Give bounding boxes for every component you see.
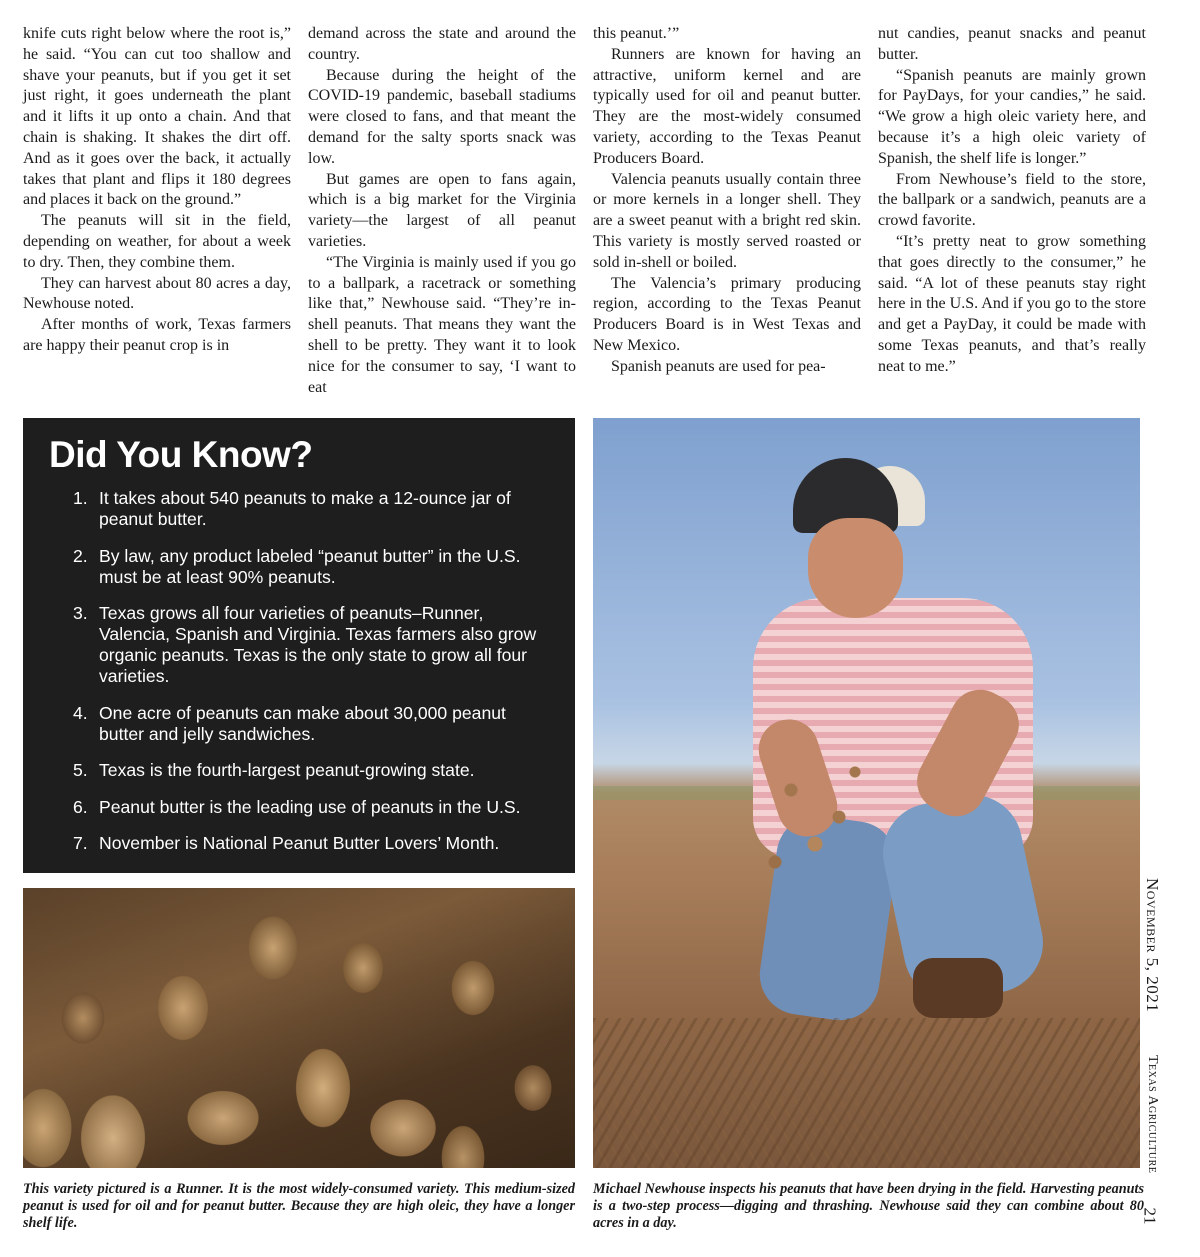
photo-caption-right: Michael Newhouse inspects his peanuts that have been drying in the field. Harvesting peanuts is a two-step process—digging and thrashing. Newhouse said they can combine about 80 acres in a day. (593, 1181, 1144, 1231)
paragraph: But games are open to fans again, which is a big market for the Virginia variety—the largest of all peanut varieties. (308, 170, 576, 250)
photo-field-debris (593, 1018, 1140, 1168)
fact-number: 1. (73, 488, 88, 508)
paragraph: The Valencia’s primary producing region, according to the Texas Peanut Producers Board is in West Texas and New Mexico. (593, 274, 861, 354)
paragraph: this peanut.’” (593, 25, 680, 42)
article-column-4 (878, 24, 1146, 378)
paragraph: After months of work, Texas farmers are happy their peanut crop is in (23, 316, 291, 354)
fact-item (73, 833, 553, 854)
did-you-know-box (23, 418, 575, 873)
magazine-name: Texas Agriculture (1145, 1055, 1160, 1174)
facts-list (73, 488, 553, 870)
article-column-2 (308, 24, 576, 398)
paragraph: “The Virginia is mainly used if you go to a ballpark, a racetrack or something like that,” Newhouse said. “They’re in-shell peanuts. That means they want the shell to be pretty. They want it to look nice for the consumer to say, ‘I want to eat (308, 253, 576, 396)
fact-number: 3. (73, 603, 88, 623)
runner-peanuts-photo (23, 888, 575, 1168)
fact-text: One acre of peanuts can make about 30,000 peanut butter and jelly sandwiches. (99, 702, 506, 744)
page-number: 21 (1140, 1207, 1160, 1225)
photo-face (808, 518, 903, 618)
paragraph: nut candies, peanut snacks and peanut butter. (878, 25, 1146, 63)
fact-text: Texas is the fourth-largest peanut-growing state. (99, 760, 475, 780)
fact-text: By law, any product labeled “peanut butter” in the U.S. must be at least 90% peanuts. (99, 545, 521, 587)
article-column-1 (23, 24, 291, 357)
did-you-know-title: Did You Know? (49, 434, 313, 475)
photo-peanut-vines (743, 718, 903, 898)
fact-text: Texas grows all four varieties of peanuts–Runner, Valencia, Spanish and Virginia. Texas farmers also grow organic peanuts. Texas is the only state to grow all four varieties. (99, 603, 537, 686)
paragraph: Runners are known for having an attractive, uniform kernel and are typically used for oil and peanut butter. They are the most-widely consumed variety, according to the Texas Peanut Producers Board. (593, 45, 861, 167)
fact-number: 6. (73, 796, 88, 817)
fact-text: It takes about 540 peanuts to make a 12-ounce jar of peanut butter. (99, 488, 511, 529)
paragraph: Spanish peanuts are used for pea- (611, 357, 826, 375)
paragraph: The peanuts will sit in the field, depending on weather, for about a week to dry. Then, they combine them. (23, 212, 291, 271)
fact-text: November is National Peanut Butter Lovers’ Month. (99, 833, 500, 853)
article-column-3 (593, 24, 861, 378)
photo-boot (913, 958, 1003, 1018)
paragraph: They can harvest about 80 acres a day, Newhouse noted. (23, 274, 291, 313)
photo-caption-left: This variety pictured is a Runner. It is the most widely-consumed variety. This medium-sized peanut is used for oil and for peanut butter. Because they are high oleic, they have a longer shelf life. (23, 1181, 575, 1231)
fact-text: Peanut butter is the leading use of peanuts in the U.S. (99, 796, 521, 817)
fact-item (73, 797, 553, 818)
paragraph: From Newhouse’s field to the store, the ballpark or a sandwich, peanuts are a crowd favorite. (878, 170, 1146, 230)
fact-item (73, 703, 553, 745)
fact-item (73, 488, 553, 530)
issue-date: November 5, 2021 (1143, 878, 1162, 1013)
paragraph: Because during the height of the COVID-19 pandemic, baseball stadiums were closed to fans, and that meant the demand for the salty sports snack was low. (308, 66, 576, 167)
fact-item (73, 603, 553, 687)
farmer-inspecting-peanuts-photo (593, 418, 1140, 1168)
fact-number: 4. (73, 702, 88, 723)
fact-item (73, 760, 553, 781)
fact-number: 2. (73, 545, 88, 566)
paragraph: Valencia peanuts usually contain three or more kernels in a longer shell. They are a sweet peanut with a bright red skin. This variety is mostly served roasted or sold in-shell or boiled. (593, 170, 861, 271)
paragraph: knife cuts right below where the root is,” he said. “You can cut too shallow and shave your peanuts, but if you get it set just right, it goes underneath the plant and it lifts it up onto a chain. And that chain is shaking. It shakes the dirt off. And as it goes over the back, it actually takes that plant and flips it 180 degrees and places it back on the ground.” (23, 25, 291, 209)
fact-number: 7. (73, 833, 88, 853)
paragraph: “It’s pretty neat to grow something that goes directly to the consumer,” he said. “A lot of these peanuts stay right here in the U.S. And if you go to the store and get a PayDay, it could be made with some Texas peanuts, and that’s really neat to me.” (878, 232, 1146, 375)
paragraph: demand across the state and around the country. (308, 25, 576, 63)
paragraph: “Spanish peanuts are mainly grown for PayDays, for your candies,” he said. “We grow a high oleic variety here, and because it’s a high oleic variety of Spanish, the shelf life is longer.” (878, 66, 1146, 167)
fact-number: 5. (73, 760, 88, 780)
fact-item (73, 546, 553, 588)
